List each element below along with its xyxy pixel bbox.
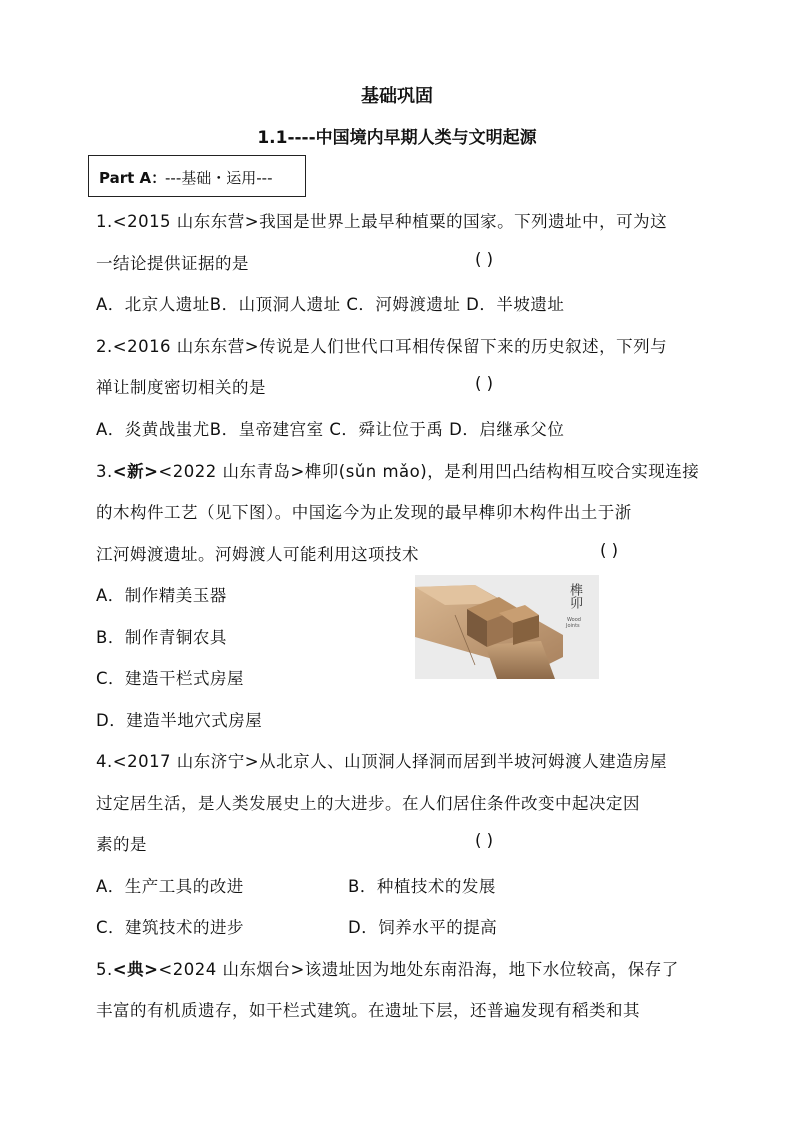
q3-number: 3. [96,462,113,481]
q5-line-2: 丰富的有机质遗存，如干栏式建筑。在遗址下层，还普遍发现有稻类和其 [96,1001,640,1020]
q2-options: A．炎黄战蚩尤B．皇帝建宫室 C．舜让位于禹 D．启继承父位 [96,420,565,439]
image-title: 榫卯 [567,583,582,609]
part-a-label: Part A： [99,169,167,187]
part-a-box [88,155,306,197]
q3-answer-paren: ( ) [600,541,619,560]
q3-option-a: A．制作精美玉器 [96,586,227,605]
q4-option-c: C．建筑技术的进步 [96,918,245,937]
q1-options: A．北京人遗址B．山顶洞人遗址 C．河姆渡遗址 D．半坡遗址 [96,295,565,314]
q1-line-1: 1.<2015 山东东营>我国是世界上最早种植粟的国家。下列遗址中，可为这 [96,212,668,231]
mortise-tenon-image [415,575,599,679]
q4-line-1: 4.<2017 山东济宁>从北京人、山顶洞人择洞而居到半坡河姆渡人建造房屋 [96,752,668,771]
q4-option-a: A．生产工具的改进 [96,877,244,896]
q4-line-3: 素的是 [96,835,147,854]
q4-line-2: 过定居生活，是人类发展史上的大进步。在人们居住条件改变中起决定因 [96,794,640,813]
q5-line-1-text: <2024 山东烟台>该遗址因为地处东南沿海，地下水位较高，保存了 [158,960,679,979]
q3-line-3: 江河姆渡遗址。河姆渡人可能利用这项技术 [96,545,419,564]
q2-answer-paren: ( ) [475,374,494,393]
image-caption-2: Joints [566,623,580,629]
q3-option-c: C．建造干栏式房屋 [96,669,245,688]
image-caption-1: Wood [567,617,581,623]
q5-number: 5. [96,960,113,979]
q3-option-b: B．制作青铜农具 [96,628,227,647]
q4-option-b: B．种植技术的发展 [348,877,496,896]
part-a-text: ---基础・运用--- [165,169,273,187]
q1-line-2: 一结论提供证据的是 [96,254,249,273]
q3-line-2: 的木构件工艺（见下图）。中国迄今为止发现的最早榫卯木构件出土于浙 [96,503,632,522]
page-title: 基础巩固 [361,86,433,107]
q2-line-2: 禅让制度密切相关的是 [96,378,266,397]
q5-line-1 [96,956,679,980]
q3-option-d: D．建造半地穴式房屋 [96,711,263,730]
q1-answer-paren: ( ) [475,250,494,269]
q3-line-1-text: <2022 山东青岛>榫卯(sǔn mǎo)，是利用凹凸结构相互咬合实现连接 [158,462,700,481]
q2-line-1: 2.<2016 山东东营>传说是人们世代口耳相传保留下来的历史叙述，下列与 [96,337,668,356]
q3-line-1 [96,458,699,482]
q4-option-d: D．饲养水平的提高 [348,918,498,937]
lesson-subtitle: 1.1----中国境内早期人类与文明起源 [257,128,537,148]
q4-answer-paren: ( ) [475,831,494,850]
q5-classic-tag: <典> [112,960,159,979]
q3-new-tag: <新> [112,462,159,481]
